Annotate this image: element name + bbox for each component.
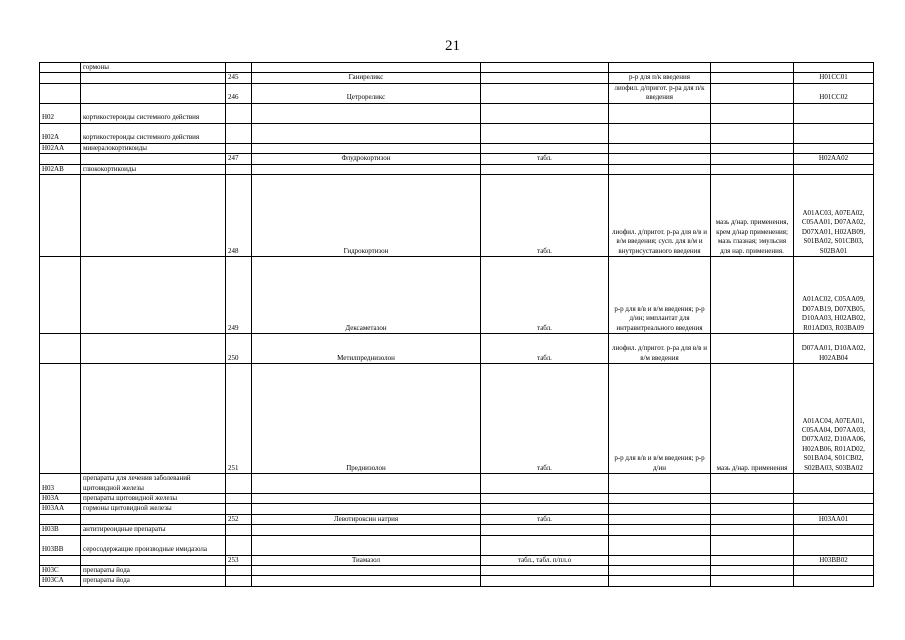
drug-name-cell (252, 525, 481, 535)
dosage-form-oral-cell: табл. (481, 175, 609, 257)
drug-name-cell: Левотироксин натрия (252, 514, 481, 524)
atc-code-cell (794, 63, 874, 73)
drug-name-cell (252, 494, 481, 504)
dosage-form-injection-cell (609, 566, 711, 576)
table-row (40, 154, 874, 164)
atc-group-code-cell (40, 73, 81, 83)
dosage-form-injection-cell: р-р для в/в и в/м введения; р-р д/ин; имплантат для интравитреального введения (609, 257, 711, 334)
drug-table (39, 62, 874, 587)
dosage-form-oral-cell (481, 73, 609, 83)
dosage-form-topical-cell (711, 164, 794, 174)
dosage-form-injection-cell (609, 154, 711, 164)
table-row (40, 576, 874, 586)
dosage-form-oral-cell: табл. (481, 257, 609, 334)
atc-code-cell (794, 566, 874, 576)
dosage-form-oral-cell (481, 576, 609, 586)
group-name-cell (81, 334, 226, 364)
row-number-cell (226, 63, 252, 73)
atc-group-code-cell: H02 (40, 103, 81, 123)
dosage-form-oral-cell: табл. (481, 334, 609, 364)
group-name-cell (81, 364, 226, 474)
dosage-form-topical-cell (711, 123, 794, 143)
group-name-cell: гормоны (81, 63, 226, 73)
dosage-form-injection-cell: р-р для в/в и в/м введения; р-р д/ин (609, 364, 711, 474)
dosage-form-injection-cell (609, 555, 711, 565)
atc-code-cell (794, 494, 874, 504)
row-number-cell (226, 123, 252, 143)
table-row (40, 257, 874, 334)
group-name-cell: кортикостероиды системного действия (81, 103, 226, 123)
dosage-form-topical-cell (711, 334, 794, 364)
table-row (40, 555, 874, 565)
dosage-form-oral-cell (481, 566, 609, 576)
atc-group-code-cell: H02AA (40, 143, 81, 153)
dosage-form-oral-cell (481, 123, 609, 143)
table-row (40, 164, 874, 174)
dosage-form-oral-cell (481, 63, 609, 73)
atc-group-code-cell: H03A (40, 494, 81, 504)
group-name-cell: гормоны щитовидной железы (81, 504, 226, 514)
row-number-cell (226, 103, 252, 123)
atc-group-code-cell (40, 175, 81, 257)
dosage-form-injection-cell (609, 494, 711, 504)
dosage-form-topical-cell (711, 566, 794, 576)
atc-code-cell (794, 525, 874, 535)
atc-group-code-cell (40, 334, 81, 364)
dosage-form-oral-cell (481, 504, 609, 514)
row-number-cell (226, 525, 252, 535)
atc-group-code-cell: H02A (40, 123, 81, 143)
dosage-form-injection-cell: лиофил. д/пригот. р-ра для в/в и в/м введения (609, 334, 711, 364)
row-number-cell (226, 535, 252, 555)
dosage-form-oral-cell (481, 535, 609, 555)
drug-name-cell (252, 103, 481, 123)
row-number-cell (226, 576, 252, 586)
row-number-cell (226, 494, 252, 504)
row-number-cell: 252 (226, 514, 252, 524)
dosage-form-oral-cell: табл. (481, 514, 609, 524)
dosage-form-topical-cell (711, 555, 794, 565)
dosage-form-injection-cell (609, 474, 711, 494)
table-row (40, 514, 874, 524)
atc-code-cell (794, 103, 874, 123)
dosage-form-oral-cell: табл. (481, 364, 609, 474)
drug-name-cell (252, 474, 481, 494)
drug-name-cell (252, 63, 481, 73)
dosage-form-injection-cell (609, 504, 711, 514)
group-name-cell (81, 257, 226, 334)
dosage-form-oral-cell (481, 143, 609, 153)
dosage-form-oral-cell (481, 474, 609, 494)
dosage-form-topical-cell (711, 474, 794, 494)
atc-group-code-cell (40, 63, 81, 73)
dosage-form-topical-cell (711, 514, 794, 524)
row-number-cell (226, 566, 252, 576)
row-number-cell: 246 (226, 83, 252, 103)
dosage-form-topical-cell: мазь д/нар. применения (711, 364, 794, 474)
dosage-form-injection-cell (609, 103, 711, 123)
atc-code-cell: A01AC04, A07EA01, C05AA04, D07AA03, D07XA02, D10AA06, H02AB06, R01AD02, S01BA04, S01CB02, S02BA03, S03BA02 (794, 364, 874, 474)
atc-group-code-cell: H03C (40, 566, 81, 576)
dosage-form-injection-cell (609, 164, 711, 174)
drug-name-cell: Преднизолон (252, 364, 481, 474)
group-name-cell: препараты для лечения заболеваний щитовидной железы (81, 474, 226, 494)
table-row (40, 175, 874, 257)
drug-name-cell (252, 123, 481, 143)
dosage-form-oral-cell (481, 83, 609, 103)
drug-name-cell: Ганиреликс (252, 73, 481, 83)
atc-group-code-cell (40, 555, 81, 565)
row-number-cell (226, 143, 252, 153)
atc-code-cell (794, 123, 874, 143)
atc-code-cell: A01AC03, A07EA02, C05AA01, D07AA02, D07XA01, H02AB09, S01BA02, S01CB03, S02BA01 (794, 175, 874, 257)
group-name-cell (81, 83, 226, 103)
atc-code-cell (794, 474, 874, 494)
table-row (40, 334, 874, 364)
drug-name-cell: Метилпреднизолон (252, 334, 481, 364)
dosage-form-topical-cell (711, 504, 794, 514)
drug-name-cell (252, 143, 481, 153)
group-name-cell: антитиреоидные препараты (81, 525, 226, 535)
atc-group-code-cell: H02AB (40, 164, 81, 174)
atc-group-code-cell (40, 364, 81, 474)
group-name-cell: серосодержащие производные имидазола (81, 535, 226, 555)
atc-group-code-cell (40, 257, 81, 334)
dosage-form-topical-cell: мазь д/нар. применения, крем д/нар применения; мазь глазная; эмульсия для нар. применения. (711, 175, 794, 257)
atc-code-cell: H01CC01 (794, 73, 874, 83)
group-name-cell: минералокортикоиды (81, 143, 226, 153)
dosage-form-injection-cell (609, 525, 711, 535)
group-name-cell: препараты йода (81, 566, 226, 576)
dosage-form-injection-cell (609, 514, 711, 524)
atc-group-code-cell: H03BB (40, 535, 81, 555)
atc-code-cell (794, 504, 874, 514)
atc-code-cell (794, 535, 874, 555)
table-row (40, 535, 874, 555)
row-number-cell (226, 504, 252, 514)
dosage-form-topical-cell (711, 143, 794, 153)
atc-group-code-cell: H03 (40, 474, 81, 494)
dosage-form-oral-cell (481, 494, 609, 504)
table-row (40, 525, 874, 535)
table-row (40, 566, 874, 576)
group-name-cell: глюкокортикоиды (81, 164, 226, 174)
group-name-cell: препараты щитовидной железы (81, 494, 226, 504)
dosage-form-injection-cell: лиофил. д/пригот. р-ра для п/к введения (609, 83, 711, 103)
dosage-form-injection-cell: р-р для п/к введения (609, 73, 711, 83)
drug-name-cell: Дексаметазон (252, 257, 481, 334)
dosage-form-oral-cell (481, 164, 609, 174)
dosage-form-oral-cell (481, 525, 609, 535)
dosage-form-topical-cell (711, 73, 794, 83)
table-row (40, 364, 874, 474)
row-number-cell: 253 (226, 555, 252, 565)
atc-code-cell: H03AA01 (794, 514, 874, 524)
atc-code-cell (794, 576, 874, 586)
row-number-cell (226, 474, 252, 494)
drug-name-cell (252, 566, 481, 576)
drug-name-cell (252, 504, 481, 514)
drug-name-cell: Цетрореликс (252, 83, 481, 103)
row-number-cell: 249 (226, 257, 252, 334)
row-number-cell: 247 (226, 154, 252, 164)
group-name-cell (81, 514, 226, 524)
table-row (40, 63, 874, 73)
table-row (40, 143, 874, 153)
dosage-form-topical-cell (711, 576, 794, 586)
table-row (40, 494, 874, 504)
atc-group-code-cell (40, 154, 81, 164)
atc-code-cell: H01CC02 (794, 83, 874, 103)
dosage-form-oral-cell (481, 103, 609, 123)
row-number-cell: 250 (226, 334, 252, 364)
dosage-form-oral-cell: табл. (481, 154, 609, 164)
drug-name-cell: Гидрокортизон (252, 175, 481, 257)
dosage-form-topical-cell (711, 63, 794, 73)
dosage-form-injection-cell (609, 535, 711, 555)
atc-code-cell: H03BB02 (794, 555, 874, 565)
atc-code-cell (794, 143, 874, 153)
atc-group-code-cell: H03B (40, 525, 81, 535)
dosage-form-injection-cell (609, 576, 711, 586)
atc-group-code-cell (40, 83, 81, 103)
group-name-cell: препараты йода (81, 576, 226, 586)
dosage-form-injection-cell (609, 63, 711, 73)
atc-group-code-cell (40, 514, 81, 524)
dosage-form-injection-cell (609, 143, 711, 153)
group-name-cell: кортикостероиды системного действия (81, 123, 226, 143)
dosage-form-topical-cell (711, 83, 794, 103)
dosage-form-topical-cell (711, 103, 794, 123)
group-name-cell (81, 175, 226, 257)
atc-code-cell: A01AC02, C05AA09, D07AB19, D07XB05, D10AA03, H02AB02, R01AD03, R03BA09 (794, 257, 874, 334)
row-number-cell: 245 (226, 73, 252, 83)
atc-code-cell (794, 164, 874, 174)
page-number: 21 (445, 38, 460, 54)
group-name-cell (81, 555, 226, 565)
table-row (40, 73, 874, 83)
dosage-form-oral-cell: табл., табл. п/пл.о (481, 555, 609, 565)
row-number-cell: 251 (226, 364, 252, 474)
drug-name-cell (252, 535, 481, 555)
table-row (40, 103, 874, 123)
table-row (40, 504, 874, 514)
drug-name-cell: Тиамазол (252, 555, 481, 565)
group-name-cell (81, 154, 226, 164)
row-number-cell: 248 (226, 175, 252, 257)
dosage-form-topical-cell (711, 535, 794, 555)
atc-code-cell: D07AA01, D10AA02, H02AB04 (794, 334, 874, 364)
drug-name-cell (252, 164, 481, 174)
atc-group-code-cell: H03CA (40, 576, 81, 586)
row-number-cell (226, 164, 252, 174)
table-row (40, 83, 874, 103)
dosage-form-topical-cell (711, 494, 794, 504)
group-name-cell (81, 73, 226, 83)
dosage-form-topical-cell (711, 525, 794, 535)
atc-code-cell: H02AA02 (794, 154, 874, 164)
atc-group-code-cell: H03AA (40, 504, 81, 514)
dosage-form-topical-cell (711, 257, 794, 334)
drug-name-cell (252, 576, 481, 586)
drug-name-cell: Флудрокортизон (252, 154, 481, 164)
dosage-form-injection-cell (609, 123, 711, 143)
table-row (40, 474, 874, 494)
dosage-form-injection-cell: лиофил. д/пригот. р-ра для в/в и в/м введения; сусп. для в/м и внутрисуставного введения (609, 175, 711, 257)
table-row (40, 123, 874, 143)
dosage-form-topical-cell (711, 154, 794, 164)
